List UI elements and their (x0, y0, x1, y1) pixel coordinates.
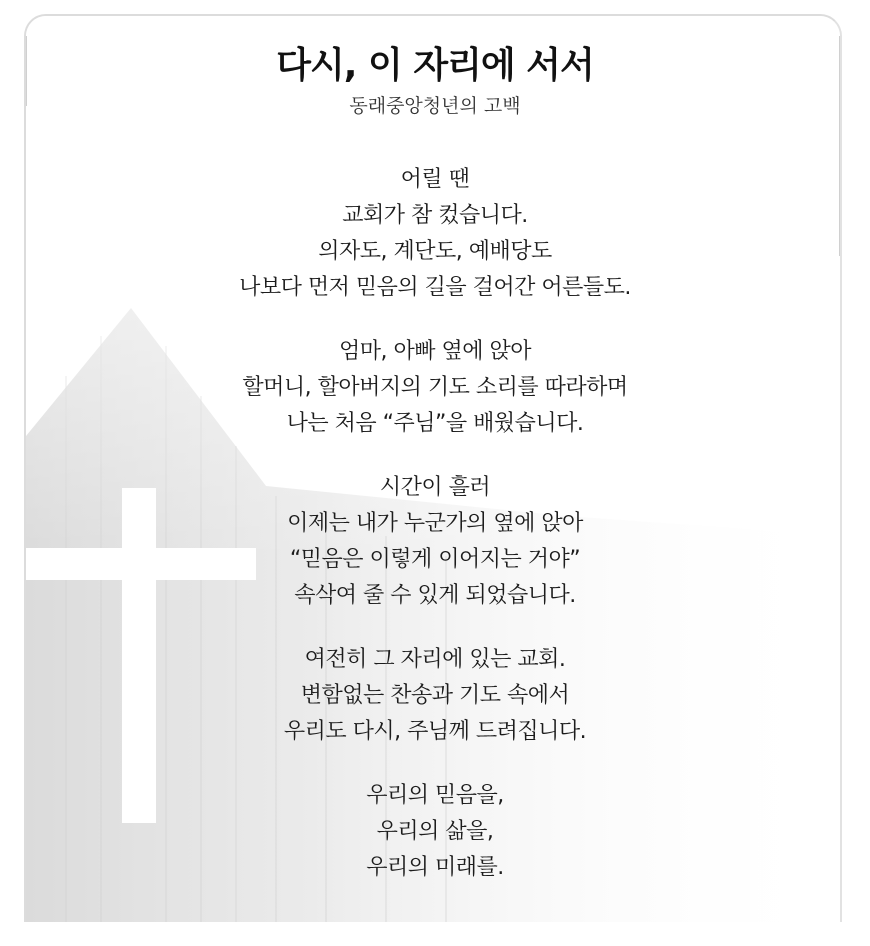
stanza-1 (26, 162, 842, 306)
stanza-5 (26, 778, 842, 886)
poem-line: “믿음은 이렇게 이어지는 거야” (289, 547, 581, 572)
poem-line: 우리의 믿음을, (366, 783, 504, 808)
poem-line: 우리의 삶을, (376, 819, 494, 844)
poem-line: 엄마, 아빠 옆에 앉아 (339, 339, 531, 364)
poem-line: 이제는 내가 누군가의 옆에 앉아 (287, 511, 583, 536)
poem-line: 의자도, 계단도, 예배당도 (318, 239, 552, 264)
poem-line: 변함없는 찬송과 기도 속에서 (300, 683, 570, 708)
poem-line: 교회가 참 컸습니다. (342, 203, 528, 228)
poem-line: 여전히 그 자리에 있는 교회. (304, 647, 566, 672)
poem-line: 할머니, 할아버지의 기도 소리를 따라하며 (242, 375, 628, 400)
stanza-3 (26, 470, 842, 614)
poem-content (26, 16, 842, 886)
stanza-2 (26, 334, 842, 442)
poem-line: 어릴 땐 (400, 167, 470, 192)
poem-title: 다시, 이 자리에 서서 (276, 45, 594, 86)
poem-line: 시간이 흘러 (379, 475, 491, 500)
poem-card (24, 14, 842, 922)
stanza-4 (26, 642, 842, 750)
poem-line: 우리의 미래를. (366, 855, 504, 880)
poem-subtitle: 동래중앙청년의 고백 (349, 95, 521, 117)
poem-line: 속삭여 줄 수 있게 되었습니다. (294, 583, 576, 608)
poem-line: 우리도 다시, 주님께 드려집니다. (283, 719, 587, 744)
poem-line: 나보다 먼저 믿음의 길을 걸어간 어른들도. (239, 275, 631, 300)
poem-line: 나는 처음 “주님”을 배웠습니다. (286, 411, 584, 436)
